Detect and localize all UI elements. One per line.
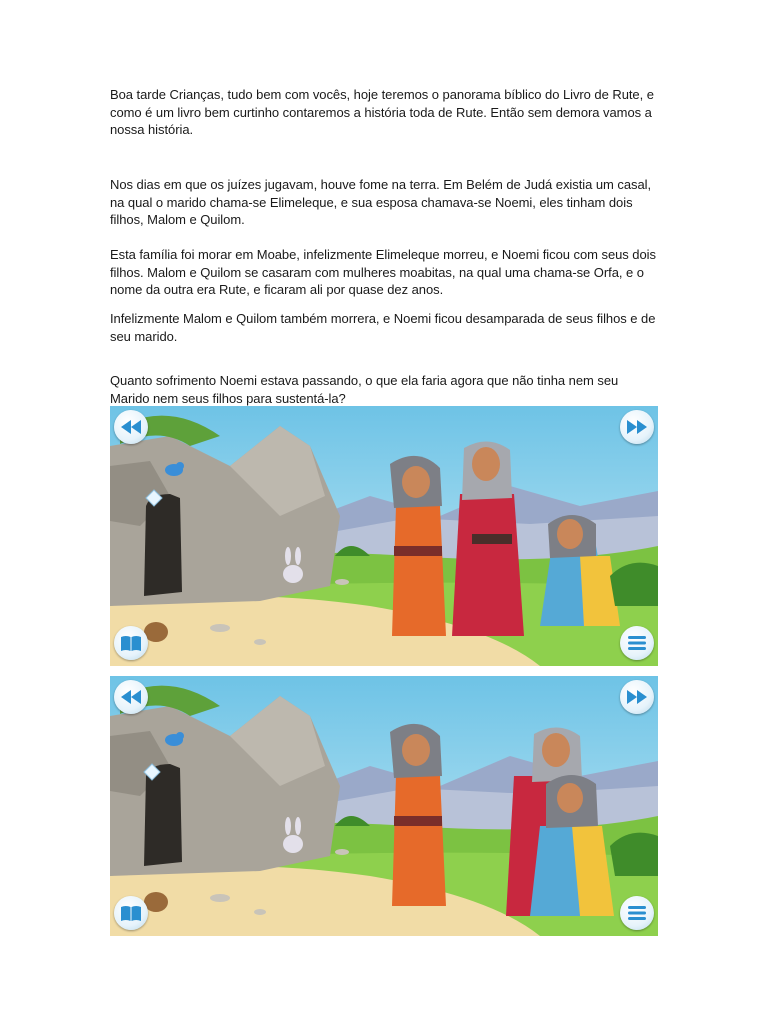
rewind-icon — [121, 690, 141, 704]
rewind-button[interactable] — [114, 410, 148, 444]
rewind-icon — [121, 420, 141, 434]
fast-forward-icon — [627, 420, 647, 434]
rewind-button[interactable] — [114, 680, 148, 714]
paragraph-famine: Nos dias em que os juízes jugavam, houve fome na terra. Em Belém de Judá existia um casal, na qual o marido chama-se Elimeleque, e sua esposa chamava-se Noemi, eles tinham dois filhos, Malom e Quilom. — [110, 177, 652, 227]
book-button[interactable] — [114, 896, 148, 930]
paragraph-loss: Infelizmente Malom e Quilom também morrera, e Noemi ficou desamparada de seus filhos e de seu marido. — [110, 311, 656, 344]
illustration-scene-2 — [110, 676, 658, 936]
book-button[interactable] — [114, 626, 148, 660]
menu-icon — [628, 906, 646, 920]
menu-icon — [628, 636, 646, 650]
book-icon — [120, 635, 142, 651]
paragraph-moab: Esta família foi morar em Moabe, infelizmente Elimeleque morreu, e Noemi ficou com seus dois filhos. Malom e Quilom se casaram com mulheres moabitas, na qual uma chama-se Orfa, e o nome da outra era Rute, e ficaram ali por quase dez anos. — [110, 247, 656, 297]
fast-forward-button[interactable] — [620, 680, 654, 714]
book-icon — [120, 905, 142, 921]
fast-forward-button[interactable] — [620, 410, 654, 444]
menu-button[interactable] — [620, 626, 654, 660]
scene-2-artwork — [110, 676, 658, 936]
paragraph-question: Quanto sofrimento Noemi estava passando, o que ela faria agora que não tinha nem seu Marido nem seus filhos para sustentá-la? — [110, 373, 619, 406]
illustration-scene-1 — [110, 406, 658, 666]
fast-forward-icon — [627, 690, 647, 704]
paragraph-intro: Boa tarde Crianças, tudo bem com vocês, hoje teremos o panorama bíblico do Livro de Rute, e como é um livro bem curtinho contaremos a história toda de Rute. Então sem demora vamos a nossa história. — [110, 87, 654, 137]
menu-button[interactable] — [620, 896, 654, 930]
scene-1-artwork — [110, 406, 658, 666]
